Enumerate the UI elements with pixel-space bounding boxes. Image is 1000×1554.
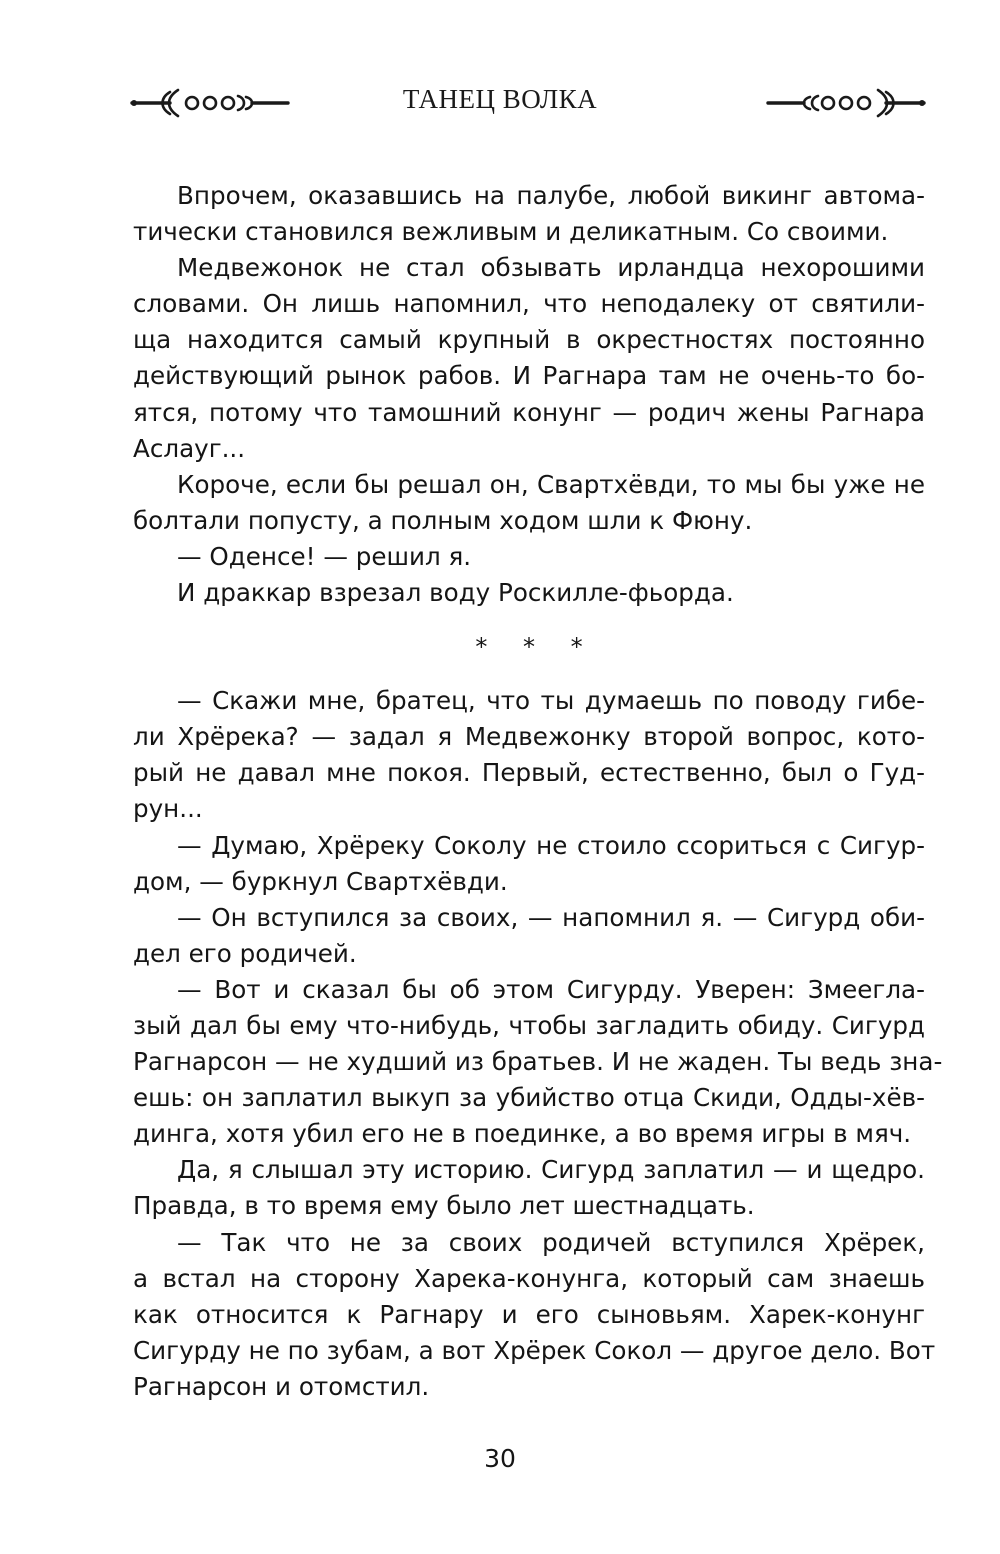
text-line: а встал на сторону Харека-конунга, который сам знаешь xyxy=(133,1263,925,1293)
paragraph xyxy=(133,828,925,900)
paragraph xyxy=(133,900,925,972)
paragraph xyxy=(133,250,925,467)
paragraph xyxy=(133,539,925,575)
page-header xyxy=(0,78,1000,128)
text-line: Аслауг... xyxy=(133,433,246,463)
text-line: зый дал бы ему что-нибудь, чтобы загладить обиду. Сигурд xyxy=(133,1010,925,1040)
text-line: Медвежонок не стал обзывать ирландца нехорошими xyxy=(177,253,925,283)
text-line: ятся, потому что тамошний конунг — родич жены Рагнара xyxy=(133,397,925,427)
text-line: Короче, если бы решал он, Свартхёвди, то мы бы уже не xyxy=(177,469,925,499)
text-line: рун... xyxy=(133,794,203,824)
text-line: Рагнарсон — не худший из братьев. И не жаден. Ты ведь зна- xyxy=(133,1047,943,1077)
paragraph xyxy=(133,972,943,1152)
text-line: — Вот и сказал бы об этом Сигурду. Уверен: Змеегла- xyxy=(177,974,925,1004)
text-line: рый не давал мне покоя. Первый, естественно, был о Гуд- xyxy=(133,758,925,788)
page-number: 30 xyxy=(484,1444,516,1473)
text-line: — Думаю, Хрёреку Соколу не стоило ссориться с Сигур- xyxy=(177,830,925,860)
text-line: как относится к Рагнару и его сыновьям. Харек-конунг xyxy=(133,1299,925,1329)
text-line: ли Хрёрека? — задал я Медвежонку второй вопрос, кото- xyxy=(133,722,925,752)
text-line: ешь: он заплатил выкуп за убийство отца Скиди, Одды-хёв- xyxy=(133,1083,925,1113)
text-line: дом, — буркнул Свартхёвди. xyxy=(133,866,508,896)
text-line: — Скажи мне, братец, что ты думаешь по поводу гибе- xyxy=(177,686,925,716)
text-line: — Оденсе! — решил я. xyxy=(177,541,472,571)
paragraph xyxy=(133,1152,925,1224)
text-line: дел его родичей. xyxy=(133,938,357,968)
text-line: динга, хотя убил его не в поединке, а во время игры в мяч. xyxy=(133,1119,912,1149)
text-line: словами. Он лишь напомнил, что неподалеку от святили- xyxy=(133,289,925,319)
section-separator: * * * xyxy=(475,633,597,662)
text-line: ща находится самый крупный в окрестностях постоянно xyxy=(133,325,925,355)
paragraph xyxy=(133,467,925,539)
text-line: Рагнарсон и отомстил. xyxy=(133,1371,430,1401)
paragraph xyxy=(133,1225,936,1405)
running-title: ТАНЕЦ ВОЛКА xyxy=(402,84,598,114)
ornament-flourish-left-icon xyxy=(130,84,290,122)
paragraph xyxy=(133,178,925,250)
text-section-before xyxy=(133,178,925,611)
text-line: тически становился вежливым и деликатным. Со своими. xyxy=(133,217,889,247)
text-line: болтали попусту, а полным ходом шли к Фюну. xyxy=(133,505,753,535)
text-line: И драккар взрезал воду Роскилле-фьорда. xyxy=(177,578,734,608)
text-line: Да, я слышал эту историю. Сигурд заплатил — и щедро. xyxy=(177,1155,925,1185)
paragraph xyxy=(133,683,925,827)
text-line: действующий рынок рабов. И Рагнара там не очень-то бо- xyxy=(133,361,925,391)
text-line: — Так что не за своих родичей вступился Хрёрек, xyxy=(177,1227,925,1257)
text-line: Впрочем, оказавшись на палубе, любой викинг автома- xyxy=(177,181,925,210)
text-line: — Он вступился за своих, — напомнил я. — Сигурд оби- xyxy=(177,902,925,932)
text-line: Сигурду не по зубам, а вот Хрёрек Сокол — другое дело. Вот xyxy=(133,1335,936,1365)
body-text xyxy=(133,178,943,1405)
ornament-flourish-right-icon xyxy=(766,84,926,122)
text-line: Правда, в то время ему было лет шестнадцать. xyxy=(133,1191,755,1221)
paragraph xyxy=(133,575,925,611)
text-section-after xyxy=(133,683,943,1405)
